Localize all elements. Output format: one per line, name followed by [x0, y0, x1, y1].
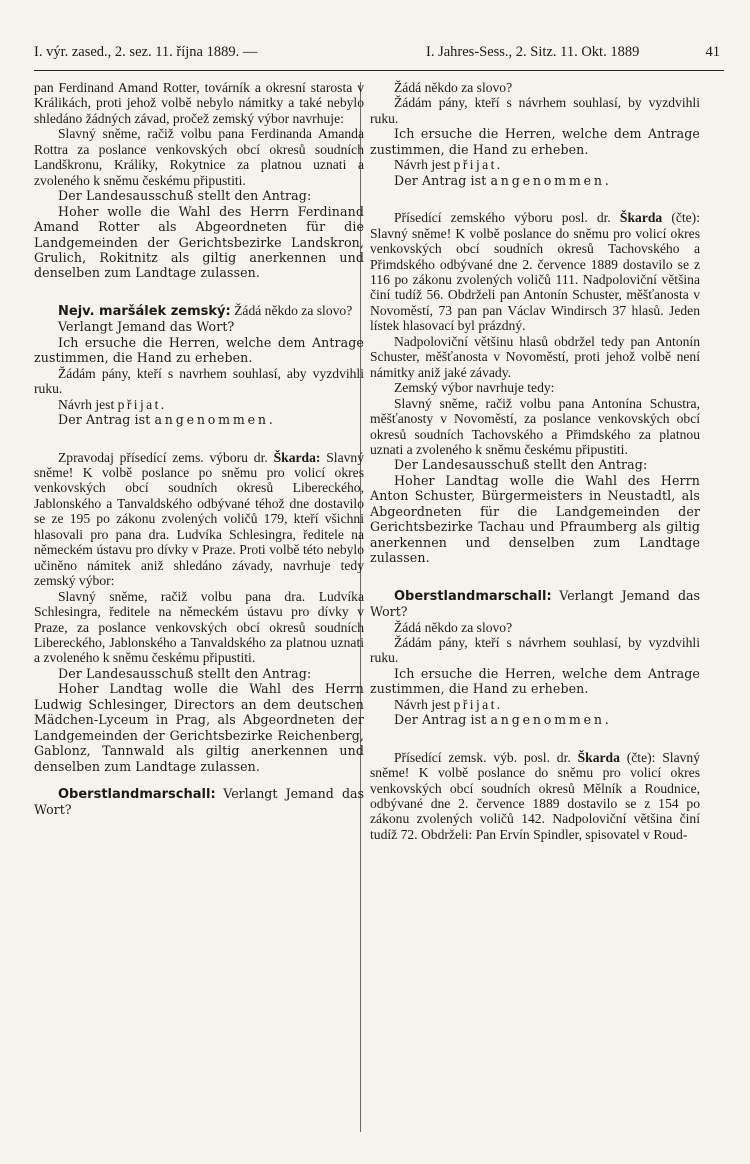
page-number: 41: [705, 44, 720, 60]
speaker-text: Slavný sněme! K volbě poslance po sněmu pro volicí okres venkovských obcí soudních okresů Libereckého, Jablonského a Tanvaldského odbývané téhož dne dostavilo se ze 195 po zákonu zvolených voličů 179, kteří všichni hlasovali pro pana dra. Ludvíka Schlesingra, ředitele na německém ústavu pro dívky v Praze. Proti volbě této nebylo učiněno námitek aniž shledáno závady, navrhuje tedy zemský výbor:: [34, 449, 364, 589]
paragraph-german: Der Landesausschuß stellt den Antrag:: [394, 457, 648, 473]
right-column: [370, 80, 700, 1150]
speaker-paragraph: [34, 450, 364, 589]
vote-result-german: [34, 412, 364, 427]
speaker-text: Žádá někdo za slovo?: [234, 302, 353, 318]
speaker-paragraph: [370, 588, 700, 620]
vote-result-label: Der Antrag ist: [58, 412, 151, 428]
vote-result-german: [370, 712, 700, 727]
speaker-name: Oberstlandmarschall:: [58, 787, 216, 803]
speaker-name: Oberstlandmarschall:: [394, 588, 552, 604]
paragraph: Žádá někdo za slovo?: [394, 619, 513, 635]
speaker-text: Verlangt Jemand das Wort?: [370, 587, 700, 620]
paragraph-german: Ich ersuche die Herren, welche dem Antrage zustimmen, die Hand zu erheben.: [34, 334, 364, 366]
left-column: [34, 80, 364, 1150]
header-left-czech: I. výr. zased., 2. sez. 11. října 1889. —: [34, 44, 258, 60]
speaker-paragraph: [34, 786, 364, 818]
paragraph-german: Der Landesausschuß stellt den Antrag:: [58, 188, 312, 204]
vote-result-label: Návrh jest: [394, 696, 451, 712]
speaker-name: Nejv. maršálek zemský:: [58, 303, 231, 319]
paragraph-german: Hoher wolle die Wahl des Herrn Ferdinand Amand Rotter als Abgeordneten für die Landgemeinden der Gerichtsbezirke Landskron, Grulich, Rokitnitz als giltig anerkennen und denselben zum Landtage zulassen.: [34, 203, 364, 281]
header-left-german: I. Jahres-Sess., 2. Sitz. 11. Okt. 1889: [426, 44, 640, 60]
speaker-name: Škarda: [577, 749, 620, 765]
speaker-title: Přísedící zemského výboru posl. dr.: [394, 210, 611, 226]
paragraph: Nadpoloviční většinu hlasů obdržel tedy pan Antonín Schuster, měšťanosta v Novoměstí, proti jehož volbě není námitky aniž jaké závady.: [370, 333, 700, 380]
paragraph-german: Hoher Landtag wolle die Wahl des Herrn Ludwig Schlesinger, Directors an dem deutschen Mädchen-Lyceum in Prag, als Abgeordneten der Landgemeinden der Gerichtsbezirke Reichenberg, Gablonz, Tannwald als giltig anerkennen und denselben zum Landtage zulassen.: [34, 681, 364, 774]
paragraph: pan Ferdinand Amand Rotter, továrník a okresní starosta v Králikách, proti jehož volbě nebylo námitky a také nebylo shledáno žádných závad, pročež zemský výbor navrhuje:: [34, 80, 364, 126]
vote-result-value: přijat.: [453, 157, 503, 173]
paragraph-german: Der Landesausschuß stellt den Antrag:: [58, 665, 312, 681]
speaker-title: Zpravodaj přísedící zems. výboru dr.: [58, 449, 268, 465]
paragraph: Žádám pány, kteří s návrhem souhlasí, by vyzdvihli ruku.: [370, 95, 700, 126]
paragraph: Slavný sněme, račiž volbu pana Ferdinanda Amanda Rottra za poslance venkovských obcí okresů soudních Landškronu, Králiky, Rokytnice za platnou uznati a zvoleného k sněmu českému připustiti.: [34, 126, 364, 188]
paragraph: Žádá někdo za slovo?: [394, 80, 513, 95]
paragraph: Zemský výbor navrhuje tedy:: [394, 380, 555, 396]
vote-result-german: [370, 173, 700, 188]
speaker-text: Verlangt Jemand das Wort?: [34, 786, 364, 818]
paragraph: Žádám pány, kteří s navrhem souhlasí, aby vyzdvihli ruku.: [34, 365, 364, 397]
speaker-name: Škarda:: [273, 449, 321, 465]
header-rule: [34, 70, 724, 71]
vote-result-value: angenommen.: [490, 712, 612, 728]
vote-result-value: přijat.: [117, 396, 167, 412]
speaker-paragraph: [370, 750, 700, 843]
paragraph-german: Verlangt Jemand das Wort?: [58, 319, 235, 335]
vote-result-value: angenommen.: [490, 172, 612, 188]
paragraph: Slavný sněme, račiž volbu pana dra. Ludvíka Schlesingra, ředitele na německém ústavu pro dívky v Praze, za poslance venkovských obcí okresů soudních Libereckého, Jablonského a Tanvaldského za platnou uznati a zvoleného k sněmu českému připustiti.: [34, 588, 364, 666]
vote-result-label: Návrh jest: [394, 157, 451, 173]
paragraph: Žádám pány, kteří s návrhem souhlasí, by vyzdvihli ruku.: [370, 634, 700, 666]
speaker-text: (čte): Slavný sněme! K volbě poslance do sněmu pro volicí okres venkovských obcí soudních okresů Mělník a Roudnice, odbývané dne 2. července 1889 dostavilo se z 154 po zákonu zvolených voličů 142. Nadpoloviční většina činí tudíž 72. Obdrželi: Pan Ervín Spindler, spisovatel v Roud-: [370, 749, 700, 842]
vote-result-value: přijat.: [453, 696, 503, 712]
speaker-title: Přísedící zemsk. výb. posl. dr.: [394, 749, 571, 765]
vote-result-label: Návrh jest: [58, 396, 115, 412]
paragraph: Slavný sněme, račiž volbu pana Antonína Schustra, měšťanosty v Novoměstí, za poslance venkovských obcí okresů soudních Tachovského a Přimdského za platnou uznati a zvoleného k sněmu českému připustiti.: [370, 395, 700, 457]
paragraph-german: Hoher Landtag wolle die Wahl des Herrn Anton Schuster, Bürgermeisters in Neustadtl, als Abgeordneten für die Landgemeinden der Gerichtsbezirke Tachau und Pfraumberg als giltig anerkennen und denselben zum Landtage zulassen.: [370, 472, 700, 566]
speaker-text: (čte): Slavný sněme! K volbě poslance do sněmu pro volicí okres venkovských obcí soudních okresů Tachovského a Přimdského odbývané dne 2. července 1889 dostavilo se z 116 po zákonu zvolených voličů 111. Nadpoloviční většina činí tudíž 56. Obdrželi pan Antonín Schuster, měšťanosta v Novoměstí, 73 pan pan Václav Windirsch 37 hlasů. Jeden lístek hlasovací byl prázdný.: [370, 210, 700, 334]
page-header: [34, 44, 724, 66]
vote-result: [370, 157, 700, 172]
speaker-name: Škarda: [619, 210, 663, 226]
speaker-paragraph: [370, 210, 700, 334]
vote-result-value: angenommen.: [154, 412, 276, 428]
speaker-paragraph: [34, 303, 364, 319]
vote-result-label: Der Antrag ist: [394, 712, 487, 728]
paragraph-german: Ich ersuche die Herren, welche dem Antrage zustimmen, die Hand zu erheben.: [370, 665, 700, 697]
vote-result: [34, 397, 364, 412]
vote-result: [370, 697, 700, 712]
paragraph-german: Ich ersuche die Herren, welche dem Antrage zustimmen, die Hand zu erheben.: [370, 126, 700, 157]
vote-result-label: Der Antrag ist: [394, 172, 487, 188]
